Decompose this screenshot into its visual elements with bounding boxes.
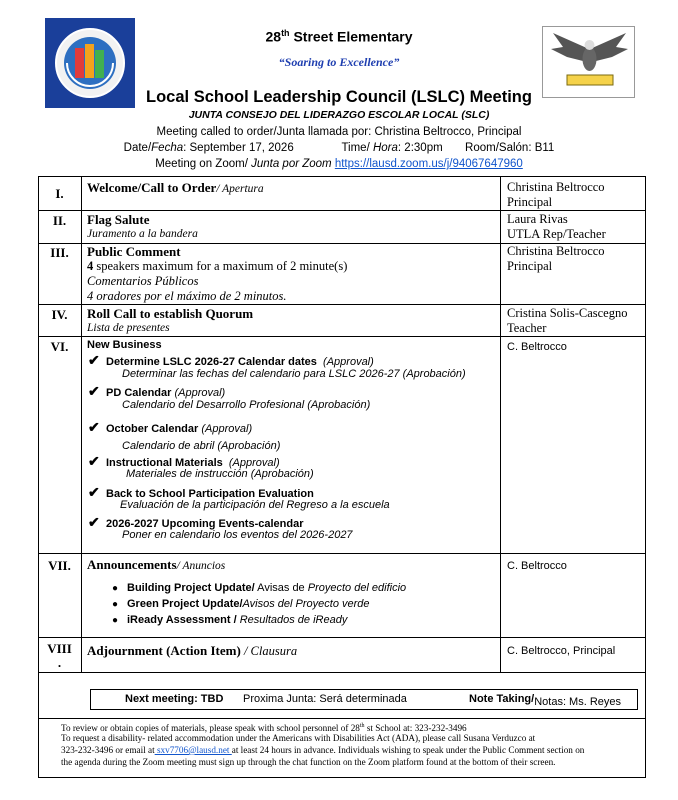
- row-number: I.: [55, 186, 64, 201]
- row-number: II.: [52, 213, 67, 228]
- row-divider: [38, 672, 646, 673]
- new-business-item: ✔ 2026-2027 Upcoming Events-calendar: [88, 514, 304, 530]
- bullet-icon: ●: [112, 615, 119, 626]
- new-business-item: ✔ Determine LSLC 2026-27 Calendar dates (Approval): [88, 352, 374, 368]
- agenda-item-roll-call: Roll Call to establish Quorum Lista de presentes: [87, 306, 254, 334]
- row-number: VIII .: [47, 641, 72, 670]
- checkmark-icon: ✔: [88, 453, 100, 469]
- zoom-line: Meeting on Zoom/ Junta por Zoom https://lausd.zoom.us/j/94067647960: [155, 158, 523, 170]
- agenda-item-adjournment: Adjournment (Action Item) / Clausura: [87, 643, 298, 658]
- footer-line: To review or obtain copies of materials, please speak with school personnel of 28th st School at: 323-232-3496: [61, 723, 467, 734]
- next-meeting-box: [90, 689, 638, 710]
- presenter: C. Beltrocco, Principal: [507, 645, 616, 657]
- new-business-item-translation: Materiales de instrucción (Aprobación): [126, 468, 314, 480]
- checkmark-icon: ✔: [88, 484, 100, 500]
- row-divider: [38, 637, 646, 638]
- agenda-item-welcome: Welcome/Call to Order/ Apertura: [87, 180, 264, 195]
- new-business-item: ✔ PD Calendar (Approval): [88, 383, 226, 399]
- new-business-item: ✔ October Calendar (Approval): [88, 419, 253, 435]
- new-business-heading: New Business: [87, 339, 162, 351]
- column-divider: [500, 176, 501, 672]
- row-number: IV.: [51, 307, 68, 322]
- page-title: Local School Leadership Council (LSLC) Meeting: [146, 88, 532, 106]
- footer-line: To request a disability- related accommodation under the Americans with Disabilities Act (ADA), please call Susana Verduzco at: [61, 733, 536, 743]
- page-subtitle: JUNTA CONSEJO DEL LIDERAZGO ESCOLAR LOCAL (SLC): [188, 109, 490, 121]
- presenter: Laura Rivas UTLA Rep/Teacher: [507, 212, 606, 241]
- email-link[interactable]: sxv7706@lausd.net: [154, 745, 232, 755]
- checkmark-icon: ✔: [88, 419, 100, 435]
- announcements-heading: Announcements/ Anuncios: [87, 557, 226, 572]
- row-number: VII.: [48, 558, 71, 573]
- note-taking: Note Taking/ Notas: Ms. Reyes: [469, 693, 622, 708]
- new-business-item-translation: Evaluación de la participación del Regreso a la escuela: [120, 499, 390, 511]
- footer-line: the agenda during the Zoom meeting must sign up through the chat function on the Zoom platform found at the bottom of their screen.: [61, 757, 556, 767]
- presenter: Christina Beltrocco Principal: [507, 244, 605, 273]
- row-divider: [38, 553, 646, 554]
- next-meeting-label-es: Proxima Junta: Será determinada: [243, 693, 407, 705]
- bullet-icon: ●: [112, 583, 119, 594]
- presenter: Christina Beltrocco Principal: [507, 180, 605, 209]
- new-business-item-translation: Calendario del Desarrollo Profesional (Aprobación): [122, 399, 371, 411]
- agenda-item-public-comment: Public Comment 4 speakers maximum for a maximum of 2 minute(s) Comentarios Públicos 4 oradores por el máximo de 2 minutos.: [87, 244, 348, 303]
- zoom-link[interactable]: https://lausd.zoom.us/j/94067647960: [334, 158, 523, 170]
- checkmark-icon: ✔: [88, 352, 100, 368]
- row-divider: [38, 718, 646, 719]
- announcement-item: ● Building Project Update/ Avisas de Proyecto del edificio: [112, 582, 407, 594]
- next-meeting-label: Next meeting: TBD: [125, 693, 224, 705]
- announcement-item: ● Green Project Update/Avisos del Proyecto verde: [112, 598, 370, 610]
- row-divider: [38, 336, 646, 337]
- school-name: 28th Street Elementary: [265, 28, 413, 45]
- footer-line: 323-232-3496 or email at sxv7706@lausd.net at least 24 hours in advance. Individuals wishing to speak under the Public Comment section on: [61, 745, 585, 755]
- presenter: Cristina Solis-Cascegno Teacher: [507, 306, 628, 335]
- checkmark-icon: ✔: [88, 383, 100, 399]
- column-divider: [81, 176, 82, 672]
- row-divider: [38, 210, 646, 211]
- presenter: C. Beltrocco: [507, 560, 567, 572]
- called-by-line: Meeting called to order/Junta llamada por: Christina Beltrocco, Principal: [156, 126, 522, 138]
- new-business-item-translation: Calendario de abril (Aprobación): [122, 440, 281, 452]
- row-number: III.: [50, 245, 69, 260]
- agenda-item-flag-salute: Flag Salute Juramento a la bandera: [87, 212, 198, 240]
- school-motto: “Soaring to Excellence”: [278, 55, 400, 69]
- presenter: C. Beltrocco: [507, 341, 567, 353]
- new-business-item: ✔ Back to School Participation Evaluation: [88, 484, 314, 500]
- new-business-item: ✔ Instructional Materials (Approval): [88, 453, 280, 469]
- row-divider: [38, 304, 646, 305]
- bullet-icon: ●: [112, 599, 119, 610]
- row-number: VI.: [50, 339, 69, 354]
- new-business-item-translation: Determinar las fechas del calendario para LSLC 2026-27 (Aprobación): [122, 368, 466, 380]
- new-business-item-translation: Poner en calendario los eventos del 2026-2027: [122, 529, 353, 541]
- date-time-room-line: Date/Fecha: September 17, 2026 Time/ Hora: 2:30pm Room/Salón: B11: [123, 142, 555, 154]
- checkmark-icon: ✔: [88, 514, 100, 530]
- announcement-item: ● iReady Assessment / Resultados de iReady: [112, 614, 348, 626]
